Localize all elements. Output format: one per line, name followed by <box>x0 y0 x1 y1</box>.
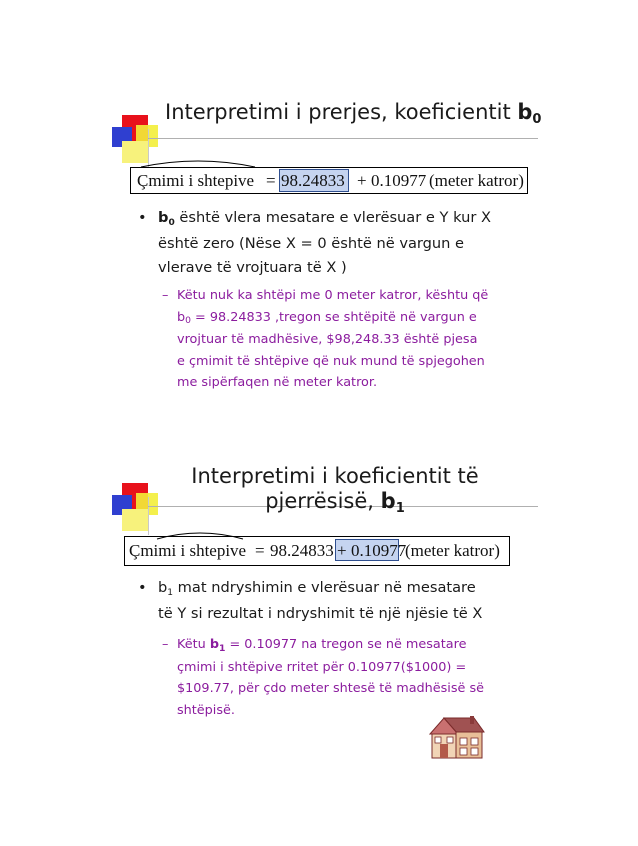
formula-plus: + <box>357 171 367 190</box>
formula-equals: = <box>255 541 265 560</box>
formula-intercept: 98.24833 <box>281 171 345 190</box>
bullet-marker: • <box>138 579 147 596</box>
formula-lhs: Çmimi i shtepive <box>137 171 255 190</box>
slide1-bullet: • b0 është vlera mesatare e vlerësuar e Y kur X është zero (Nëse X = 0 është në vargun e vlerave të vrojtuara të X ) <box>158 206 491 280</box>
house-icon <box>424 714 486 760</box>
formula-variable: (meter katror) <box>429 171 524 190</box>
hat-symbol <box>139 157 257 169</box>
formula-lhs: Çmimi i shtepive <box>129 541 247 560</box>
hat-symbol <box>155 529 245 541</box>
slide2-title: Interpretimi i koeficientit të pjerrësisë, b1 <box>191 464 479 516</box>
formula-slope: 0.10977 <box>351 541 407 560</box>
formula-plus: + <box>337 541 347 560</box>
formula-equals: = <box>266 171 276 190</box>
slide2-bullet: • b1 mat ndryshimin e vlerësuar në mesatare të Y si rezultat i ndryshimit të një njësie të X <box>158 576 482 626</box>
formula-slope: 0.10977 <box>371 171 427 190</box>
slide1-regression-equation <box>130 167 528 194</box>
slide2-regression-equation <box>124 536 510 566</box>
slide1-title: Interpretimi i prerjes, koeficientit b0 <box>165 100 542 127</box>
slide1-sub-bullet: – Këtu nuk ka shtëpi me 0 meter katror, kështu që $b_0 = 98.24833$ ,tregon se shtëpitë në vargun e vrojtuar të madhësive, $98,248.33 është pjesa e çmimit të shtëpive që nuk mund të spjegohen me sipërfaqen në meter katror. <box>177 285 488 394</box>
formula-intercept: 98.24833 <box>270 541 334 560</box>
sub-bullet-marker: – <box>162 637 169 652</box>
sub-bullet-marker: – <box>162 288 169 303</box>
slide2-sub-bullet: – Këtu $b_1 = 0.10977$ na tregon se në mesatare çmimi i shtëpive rritet për 0.10977($1000) = $109.77, për çdo meter shtesë të madhësisë së shtëpisë. <box>177 634 484 721</box>
formula-variable: (meter katror) <box>405 541 500 560</box>
bullet-marker: • <box>138 209 147 226</box>
divider-line-top <box>148 138 538 139</box>
